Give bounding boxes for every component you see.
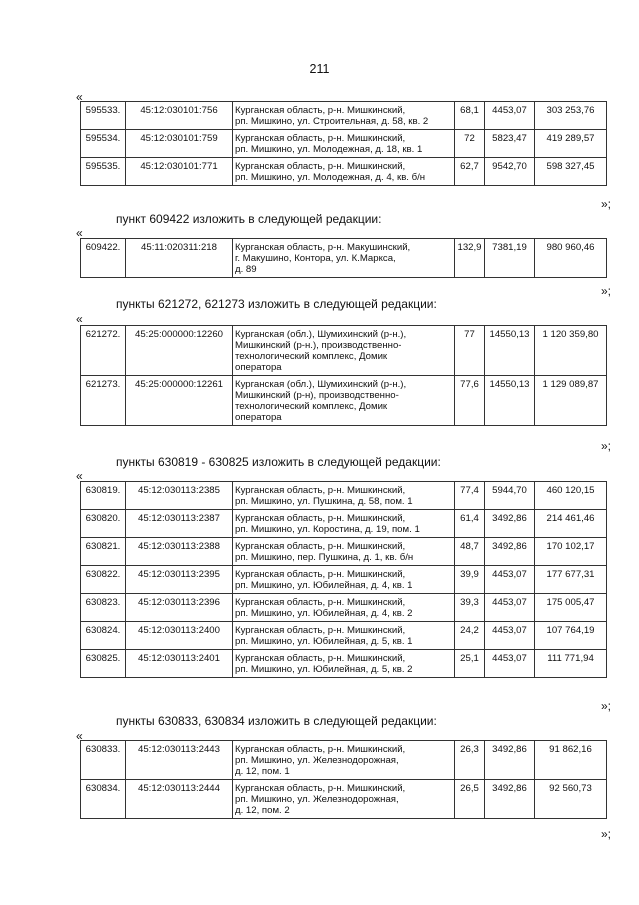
area-cell: 62,7	[455, 158, 485, 186]
cadastral-number-cell: 45:25:000000:12261	[126, 376, 233, 426]
section-instruction: пункт 609422 изложить в следующей редакции:	[116, 212, 382, 226]
item-number-cell: 595535.	[81, 158, 126, 186]
quote-close: »;	[600, 827, 611, 841]
cadastral-number-cell: 45:12:030113:2387	[126, 510, 233, 538]
address-line: технологический комплекс, Домик	[235, 401, 388, 412]
table-row	[81, 510, 607, 538]
table-row	[81, 158, 607, 186]
address-line: Курганская (обл.), Шумихинский (р-н.),	[235, 379, 407, 390]
address-cell	[233, 376, 455, 426]
address-cell	[233, 239, 455, 278]
area-cell: 26,3	[455, 741, 485, 780]
address-line: технологический комплекс, Домик	[235, 351, 388, 362]
quote-close: »;	[600, 284, 611, 298]
total-value-cell: 214 461,46	[535, 510, 607, 538]
cadastral-number-cell: 45:12:030101:759	[126, 130, 233, 158]
item-number-cell: 630825.	[81, 650, 126, 678]
address-line: рп. Мишкино, ул. Юбилейная, д. 4, кв. 1	[235, 580, 413, 591]
quote-close: »;	[600, 197, 611, 211]
area-cell: 68,1	[455, 102, 485, 130]
total-value-cell: 1 129 089,87	[535, 376, 607, 426]
unit-price-cell: 4453,07	[485, 566, 535, 594]
cadastral-number-cell: 45:12:030101:771	[126, 158, 233, 186]
address-line: Мишкинский (р-н), производственно-	[235, 390, 399, 401]
table-row	[81, 622, 607, 650]
table-row	[81, 130, 607, 158]
total-value-cell: 419 289,57	[535, 130, 607, 158]
address-line: рп. Мишкино, ул. Коростина, д. 19, пом. 1	[235, 524, 420, 535]
area-cell: 132,9	[455, 239, 485, 278]
table-row	[81, 650, 607, 678]
quote-close: »;	[600, 699, 611, 713]
area-cell: 39,3	[455, 594, 485, 622]
address-line: Курганская область, р-н. Мишкинский,	[235, 541, 406, 552]
unit-price-cell: 3492,86	[485, 510, 535, 538]
total-value-cell: 111 771,94	[535, 650, 607, 678]
address-line: Курганская область, р-н. Мишкинский,	[235, 161, 406, 172]
address-cell	[233, 102, 455, 130]
address-line: оператора	[235, 412, 282, 423]
address-line: рп. Мишкино, ул. Молодежная, д. 18, кв. 1	[235, 144, 423, 155]
item-number-cell: 595533.	[81, 102, 126, 130]
unit-price-cell: 9542,70	[485, 158, 535, 186]
item-number-cell: 630823.	[81, 594, 126, 622]
unit-price-cell: 3492,86	[485, 538, 535, 566]
table-row	[81, 538, 607, 566]
address-line: д. 12, пом. 1	[235, 766, 290, 777]
table-row	[81, 566, 607, 594]
area-cell: 61,4	[455, 510, 485, 538]
area-cell: 72	[455, 130, 485, 158]
address-line: Курганская (обл.), Шумихинский (р-н.),	[235, 329, 407, 340]
area-cell: 26,5	[455, 780, 485, 819]
item-number-cell: 630820.	[81, 510, 126, 538]
address-cell	[233, 622, 455, 650]
unit-price-cell: 4453,07	[485, 594, 535, 622]
address-line: рп. Мишкино, ул. Юбилейная, д. 4, кв. 2	[235, 608, 413, 619]
total-value-cell: 1 120 359,80	[535, 326, 607, 376]
address-line: д. 12, пом. 2	[235, 805, 290, 816]
table-row	[81, 376, 607, 426]
property-table	[80, 740, 607, 819]
item-number-cell: 621272.	[81, 326, 126, 376]
total-value-cell: 980 960,46	[535, 239, 607, 278]
address-cell	[233, 158, 455, 186]
address-line: д. 89	[235, 264, 257, 275]
area-cell: 77,6	[455, 376, 485, 426]
address-line: Курганская область, р-н. Мишкинский,	[235, 513, 406, 524]
cadastral-number-cell: 45:12:030113:2385	[126, 482, 233, 510]
address-cell	[233, 780, 455, 819]
address-line: рп. Мишкино, ул. Железнодорожная,	[235, 755, 399, 766]
item-number-cell: 609422.	[81, 239, 126, 278]
address-line: рп. Мишкино, ул. Молодежная, д. 4, кв. б/н	[235, 172, 426, 183]
property-table	[80, 238, 607, 278]
unit-price-cell: 5823,47	[485, 130, 535, 158]
unit-price-cell: 4453,07	[485, 102, 535, 130]
address-line: Курганская область, р-н. Мишкинский,	[235, 653, 406, 664]
total-value-cell: 170 102,17	[535, 538, 607, 566]
table-row	[81, 102, 607, 130]
cadastral-number-cell: 45:12:030113:2400	[126, 622, 233, 650]
cadastral-number-cell: 45:12:030113:2395	[126, 566, 233, 594]
address-cell	[233, 538, 455, 566]
area-cell: 39,9	[455, 566, 485, 594]
total-value-cell: 92 560,73	[535, 780, 607, 819]
address-cell	[233, 326, 455, 376]
cadastral-number-cell: 45:12:030101:756	[126, 102, 233, 130]
address-line: Мишкинский (р-н.), производственно-	[235, 340, 402, 351]
address-line: рп. Мишкино, ул. Строительная, д. 58, кв. 2	[235, 116, 429, 127]
total-value-cell: 177 677,31	[535, 566, 607, 594]
cadastral-number-cell: 45:12:030113:2444	[126, 780, 233, 819]
unit-price-cell: 7381,19	[485, 239, 535, 278]
area-cell: 48,7	[455, 538, 485, 566]
address-cell	[233, 594, 455, 622]
address-cell	[233, 130, 455, 158]
property-table	[80, 481, 607, 678]
address-line: Курганская область, р-н. Макушинский,	[235, 242, 411, 253]
unit-price-cell: 4453,07	[485, 622, 535, 650]
total-value-cell: 460 120,15	[535, 482, 607, 510]
address-line: Курганская область, р-н. Мишкинский,	[235, 783, 406, 794]
area-cell: 77,4	[455, 482, 485, 510]
address-line: рп. Мишкино, ул. Пушкина, д. 58, пом. 1	[235, 496, 413, 507]
cadastral-number-cell: 45:12:030113:2388	[126, 538, 233, 566]
area-cell: 77	[455, 326, 485, 376]
address-cell	[233, 566, 455, 594]
cadastral-number-cell: 45:12:030113:2396	[126, 594, 233, 622]
item-number-cell: 630824.	[81, 622, 126, 650]
address-line: Курганская область, р-н. Мишкинский,	[235, 625, 406, 636]
area-cell: 25,1	[455, 650, 485, 678]
cadastral-number-cell: 45:12:030113:2443	[126, 741, 233, 780]
item-number-cell: 595534.	[81, 130, 126, 158]
item-number-cell: 630834.	[81, 780, 126, 819]
table-row	[81, 326, 607, 376]
item-number-cell: 630833.	[81, 741, 126, 780]
address-line: рп. Мишкино, пер. Пушкина, д. 1, кв. б/н	[235, 552, 414, 563]
item-number-cell: 630819.	[81, 482, 126, 510]
item-number-cell: 621273.	[81, 376, 126, 426]
table-row	[81, 239, 607, 278]
address-line: Курганская область, р-н. Мишкинский,	[235, 744, 406, 755]
table-row	[81, 594, 607, 622]
unit-price-cell: 14550,13	[485, 326, 535, 376]
area-cell: 24,2	[455, 622, 485, 650]
address-cell	[233, 482, 455, 510]
address-line: Курганская область, р-н. Мишкинский,	[235, 597, 406, 608]
quote-open: «	[76, 729, 83, 743]
cadastral-number-cell: 45:11:020311:218	[126, 239, 233, 278]
total-value-cell: 107 764,19	[535, 622, 607, 650]
address-cell	[233, 510, 455, 538]
address-line: г. Макушино, Контора, ул. К.Маркса,	[235, 253, 396, 264]
total-value-cell: 598 327,45	[535, 158, 607, 186]
total-value-cell: 175 005,47	[535, 594, 607, 622]
address-line: рп. Мишкино, ул. Юбилейная, д. 5, кв. 2	[235, 664, 413, 675]
unit-price-cell: 4453,07	[485, 650, 535, 678]
address-line: оператора	[235, 362, 282, 373]
total-value-cell: 91 862,16	[535, 741, 607, 780]
quote-open: «	[76, 469, 83, 483]
address-line: Курганская область, р-н. Мишкинский,	[235, 133, 406, 144]
section-instruction: пункты 630819 - 630825 изложить в следующей редакции:	[116, 455, 441, 469]
cadastral-number-cell: 45:25:000000:12260	[126, 326, 233, 376]
address-line: рп. Мишкино, ул. Железнодорожная,	[235, 794, 399, 805]
address-cell	[233, 650, 455, 678]
address-line: Курганская область, р-н. Мишкинский,	[235, 105, 406, 116]
address-line: рп. Мишкино, ул. Юбилейная, д. 5, кв. 1	[235, 636, 413, 647]
unit-price-cell: 3492,86	[485, 780, 535, 819]
total-value-cell: 303 253,76	[535, 102, 607, 130]
table-row	[81, 780, 607, 819]
section-instruction: пункты 630833, 630834 изложить в следующей редакции:	[116, 714, 437, 728]
unit-price-cell: 3492,86	[485, 741, 535, 780]
section-instruction: пункты 621272, 621273 изложить в следующей редакции:	[116, 297, 437, 311]
address-cell	[233, 741, 455, 780]
item-number-cell: 630822.	[81, 566, 126, 594]
table-row	[81, 482, 607, 510]
address-line: Курганская область, р-н. Мишкинский,	[235, 485, 406, 496]
table-row	[81, 741, 607, 780]
property-table	[80, 325, 607, 426]
quote-open: «	[76, 226, 83, 240]
item-number-cell: 630821.	[81, 538, 126, 566]
quote-close: »;	[600, 439, 611, 453]
quote-open: «	[76, 312, 83, 326]
quote-open: «	[76, 90, 83, 104]
unit-price-cell: 14550,13	[485, 376, 535, 426]
page-number: 211	[309, 62, 330, 76]
cadastral-number-cell: 45:12:030113:2401	[126, 650, 233, 678]
address-line: Курганская область, р-н. Мишкинский,	[235, 569, 406, 580]
property-table	[80, 101, 607, 186]
unit-price-cell: 5944,70	[485, 482, 535, 510]
